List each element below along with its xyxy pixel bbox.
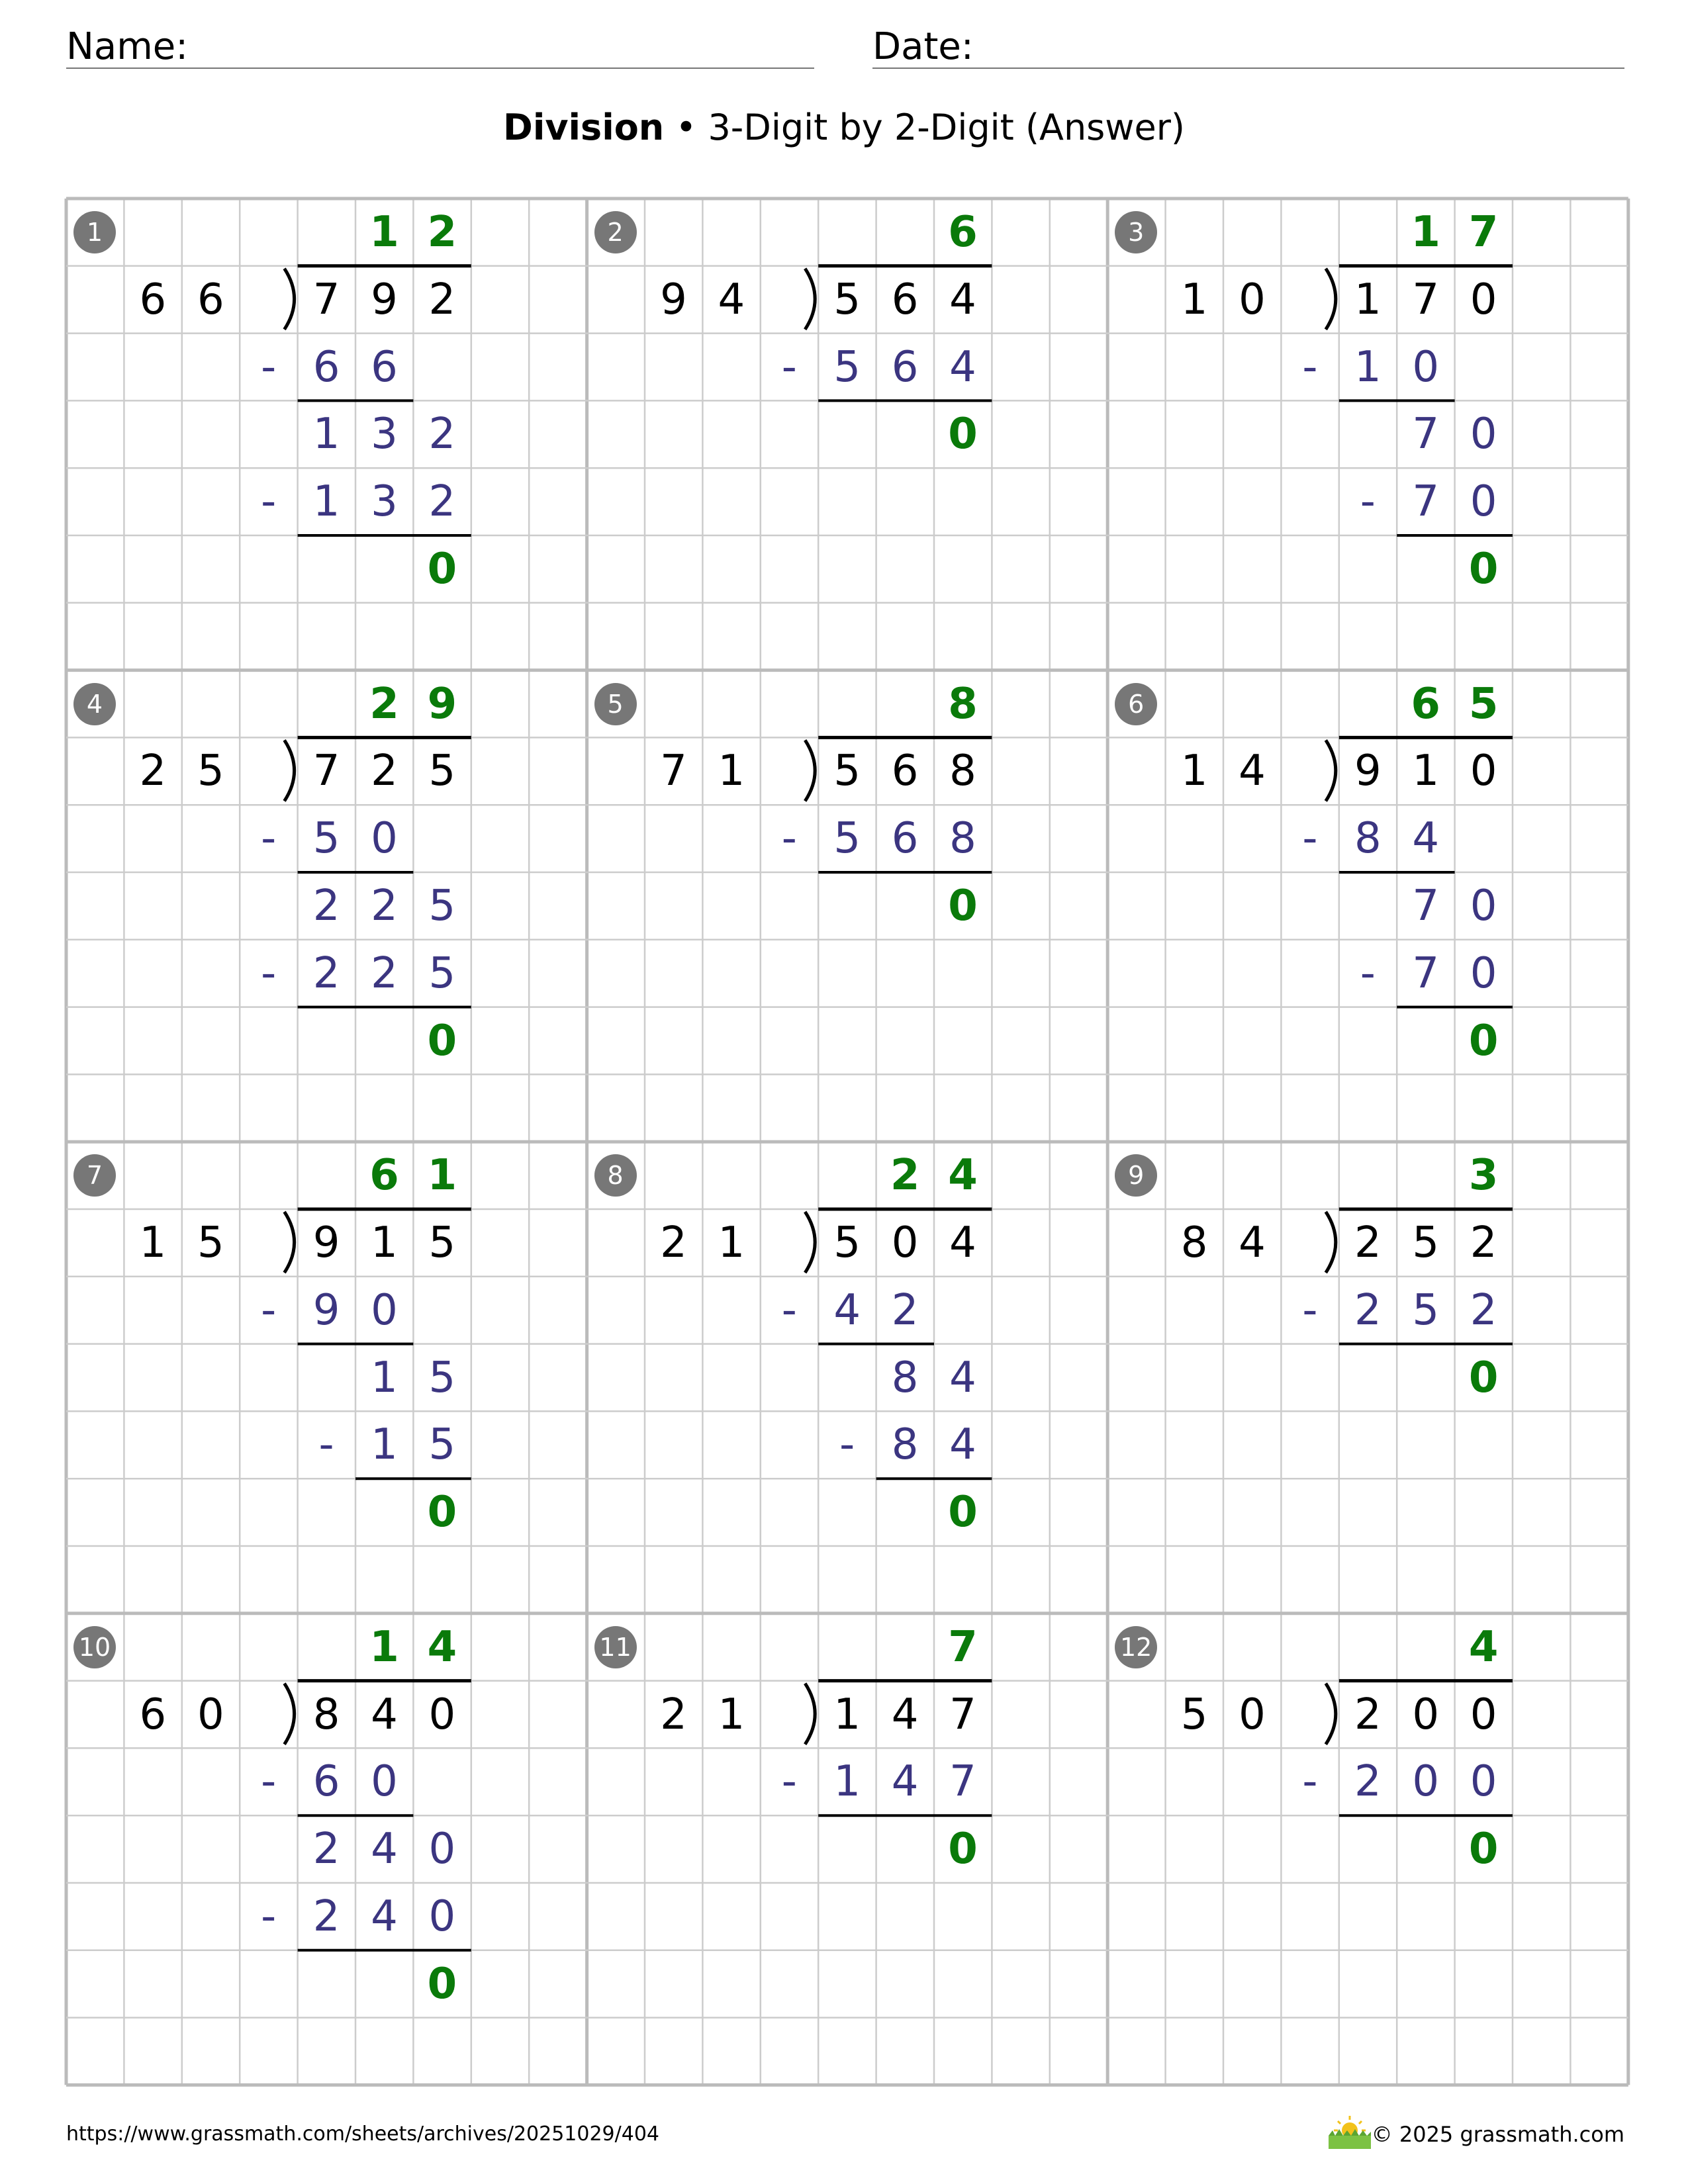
subtrahend-digit: 0	[1470, 948, 1497, 998]
subtrahend-digit: 2	[1470, 1285, 1497, 1335]
minus-sign: -	[1302, 1285, 1318, 1335]
subtrahend-digit: 0	[1470, 477, 1497, 527]
dividend-digit: 9	[312, 1218, 340, 1267]
divisor-digit: 9	[660, 275, 687, 324]
dividend-digit: 1	[833, 1690, 861, 1739]
dividend-digit: 5	[428, 747, 456, 796]
divisor-digit: 0	[1239, 1690, 1266, 1739]
divisor-digit: 1	[1180, 275, 1208, 324]
minus-sign: -	[781, 1285, 797, 1335]
footer-copyright: © 2025 grassmath.com	[1371, 2122, 1624, 2147]
minus-sign: -	[781, 1757, 797, 1807]
dividend-digit: 9	[371, 275, 398, 324]
division-bracket	[1326, 1212, 1336, 1273]
remainder-digit: 0	[1468, 545, 1499, 594]
remainder-digit: 0	[948, 1488, 978, 1537]
division-bracket	[285, 740, 295, 801]
problem-number-badge: 11	[594, 1626, 637, 1668]
divisor-digit: 1	[718, 747, 745, 796]
problem-number-badge: 9	[1115, 1154, 1157, 1197]
subtrahend-digit: 0	[371, 1757, 398, 1807]
division-bracket	[805, 1212, 815, 1273]
remainder-digit: 0	[948, 410, 978, 459]
subtrahend-digit: 1	[312, 477, 340, 527]
quotient-digit: 7	[1468, 208, 1499, 257]
subtrahend-digit: 4	[891, 1757, 919, 1807]
division-bracket	[805, 740, 815, 801]
dividend-digit: 6	[891, 747, 919, 796]
division-bracket	[805, 269, 815, 330]
subtrahend-digit: 8	[949, 814, 976, 864]
remainder-digit: 0	[427, 1016, 457, 1066]
divisor-digit: 2	[660, 1690, 687, 1739]
subtrahend-digit: 2	[312, 1892, 340, 1941]
quotient-digit: 3	[1468, 1151, 1499, 1201]
divisor-digit: 4	[1239, 1218, 1266, 1267]
remainder-digit: 0	[1468, 1016, 1499, 1066]
dividend-digit: 2	[1354, 1690, 1382, 1739]
subtrahend-digit: 2	[891, 1285, 919, 1335]
remainder-digit: 0	[427, 1959, 457, 2009]
subtrahend-digit: 1	[371, 1420, 398, 1470]
dividend-digit: 5	[1412, 1218, 1440, 1267]
problem-number-badge: 3	[1115, 211, 1157, 253]
dividend-digit: 1	[1354, 275, 1382, 324]
quotient-digit: 2	[890, 1151, 920, 1201]
quotient-digit: 2	[369, 679, 399, 729]
partial-remainder-digit: 0	[1470, 410, 1497, 459]
problem-number-badge: 2	[594, 211, 637, 253]
subtrahend-digit: 0	[371, 814, 398, 864]
dividend-digit: 2	[1470, 1218, 1497, 1267]
dividend-digit: 0	[1470, 275, 1497, 324]
subtrahend-digit: 7	[1412, 477, 1440, 527]
subtrahend-digit: 1	[833, 1757, 861, 1807]
dividend-digit: 0	[891, 1218, 919, 1267]
minus-sign: -	[781, 814, 797, 864]
minus-sign: -	[261, 477, 277, 527]
divisor-digit: 8	[1180, 1218, 1208, 1267]
remainder-digit: 0	[948, 882, 978, 931]
division-bracket	[805, 1684, 815, 1745]
remainder-digit: 0	[427, 545, 457, 594]
dividend-digit: 2	[428, 275, 456, 324]
remainder-digit: 0	[948, 1825, 978, 1874]
subtrahend-digit: 7	[949, 1757, 976, 1807]
subtrahend-digit: 2	[1354, 1285, 1382, 1335]
divisor-digit: 4	[1239, 747, 1266, 796]
quotient-digit: 7	[948, 1622, 978, 1672]
dividend-digit: 9	[1354, 747, 1382, 796]
dividend-digit: 5	[833, 747, 861, 796]
dividend-digit: 8	[312, 1690, 340, 1739]
divisor-digit: 6	[139, 275, 167, 324]
minus-sign: -	[261, 1757, 277, 1807]
subtrahend-digit: 0	[1470, 1757, 1497, 1807]
divisor-digit: 1	[1180, 747, 1208, 796]
title-sub: • 3-Digit by 2-Digit (Answer)	[675, 107, 1185, 148]
minus-sign: -	[318, 1420, 334, 1470]
subtrahend-digit: 0	[1412, 1757, 1440, 1807]
subtrahend-digit: 4	[949, 1420, 976, 1470]
problem-number-badge: 10	[73, 1626, 116, 1668]
minus-sign: -	[261, 1892, 277, 1941]
problem-number-badge: 5	[594, 683, 637, 725]
quotient-digit: 6	[369, 1151, 399, 1201]
dividend-digit: 0	[1470, 1690, 1497, 1739]
subtrahend-digit: 5	[428, 1420, 456, 1470]
dividend-digit: 7	[312, 275, 340, 324]
quotient-digit: 8	[948, 679, 978, 729]
title-main: Division	[503, 107, 665, 148]
problem-number-badge: 4	[73, 683, 116, 725]
subtrahend-digit: 0	[1412, 342, 1440, 392]
subtrahend-digit: 1	[1354, 342, 1382, 392]
minus-sign: -	[1302, 814, 1318, 864]
name-label: Name:	[66, 25, 189, 68]
subtrahend-digit: 6	[312, 342, 340, 392]
quotient-digit: 5	[1468, 679, 1499, 729]
divisor-digit: 0	[197, 1690, 224, 1739]
subtrahend-digit: 6	[371, 342, 398, 392]
dividend-digit: 5	[428, 1218, 456, 1267]
problem-number-badge: 12	[1115, 1626, 1157, 1668]
subtrahend-digit: 4	[1412, 814, 1440, 864]
partial-remainder-digit: 4	[371, 1825, 398, 1874]
subtrahend-digit: 0	[428, 1892, 456, 1941]
dividend-digit: 5	[833, 275, 861, 324]
quotient-digit: 4	[1468, 1622, 1499, 1672]
division-bracket	[1326, 1684, 1336, 1745]
dividend-digit: 5	[833, 1218, 861, 1267]
dividend-digit: 4	[371, 1690, 398, 1739]
subtrahend-digit: 5	[1412, 1285, 1440, 1335]
dividend-digit: 0	[428, 1690, 456, 1739]
partial-remainder-digit: 2	[312, 1825, 340, 1874]
quotient-digit: 1	[1411, 208, 1440, 257]
subtrahend-digit: 7	[1412, 948, 1440, 998]
subtrahend-digit: 3	[371, 477, 398, 527]
dividend-digit: 0	[1412, 1690, 1440, 1739]
dividend-digit: 4	[949, 1218, 976, 1267]
minus-sign: -	[1360, 477, 1376, 527]
subtrahend-digit: 9	[312, 1285, 340, 1335]
partial-remainder-digit: 1	[371, 1353, 398, 1402]
subtrahend-digit: 5	[312, 814, 340, 864]
partial-remainder-digit: 7	[1412, 410, 1440, 459]
problem-number-badge: 6	[1115, 683, 1157, 725]
divisor-digit: 1	[139, 1218, 167, 1267]
partial-remainder-digit: 7	[1412, 882, 1440, 931]
remainder-digit: 0	[1468, 1353, 1499, 1402]
subtrahend-digit: 8	[1354, 814, 1382, 864]
dividend-digit: 6	[891, 275, 919, 324]
grass-sun-logo-icon	[1326, 2113, 1374, 2150]
subtrahend-digit: 2	[428, 477, 456, 527]
quotient-digit: 1	[369, 1622, 399, 1672]
subtrahend-digit: 5	[833, 814, 861, 864]
problem-number-badge: 8	[594, 1154, 637, 1197]
partial-remainder-digit: 0	[1470, 882, 1497, 931]
minus-sign: -	[781, 342, 797, 392]
minus-sign: -	[1302, 1757, 1318, 1807]
subtrahend-digit: 4	[833, 1285, 861, 1335]
divisor-digit: 2	[139, 747, 167, 796]
partial-remainder-digit: 5	[428, 882, 456, 931]
subtrahend-digit: 6	[891, 814, 919, 864]
minus-sign: -	[261, 948, 277, 998]
date-label: Date:	[872, 25, 974, 68]
problem-number-badge: 7	[73, 1154, 116, 1197]
division-bracket	[285, 1212, 295, 1273]
partial-remainder-digit: 0	[428, 1825, 456, 1874]
minus-sign: -	[839, 1420, 855, 1470]
dividend-digit: 4	[891, 1690, 919, 1739]
divisor-digit: 5	[197, 1218, 224, 1267]
minus-sign: -	[261, 1285, 277, 1335]
divisor-digit: 2	[660, 1218, 687, 1267]
dividend-digit: 8	[949, 747, 976, 796]
division-bracket	[1326, 740, 1336, 801]
minus-sign: -	[1302, 342, 1318, 392]
division-bracket	[1326, 269, 1336, 330]
dividend-digit: 7	[312, 747, 340, 796]
partial-remainder-digit: 1	[312, 410, 340, 459]
minus-sign: -	[261, 814, 277, 864]
partial-remainder-digit: 4	[949, 1353, 976, 1402]
dividend-digit: 7	[949, 1690, 976, 1739]
partial-remainder-digit: 2	[371, 882, 398, 931]
subtrahend-digit: 5	[833, 342, 861, 392]
subtrahend-digit: 4	[371, 1892, 398, 1941]
divisor-digit: 5	[197, 747, 224, 796]
subtrahend-digit: 6	[891, 342, 919, 392]
subtrahend-digit: 0	[371, 1285, 398, 1335]
divisor-digit: 0	[1239, 275, 1266, 324]
minus-sign: -	[261, 342, 277, 392]
divisor-digit: 1	[718, 1218, 745, 1267]
subtrahend-digit: 5	[428, 948, 456, 998]
quotient-digit: 1	[369, 208, 399, 257]
dividend-digit: 2	[371, 747, 398, 796]
division-bracket	[285, 1684, 295, 1745]
remainder-digit: 0	[427, 1488, 457, 1537]
divisor-digit: 6	[197, 275, 224, 324]
subtrahend-digit: 2	[371, 948, 398, 998]
quotient-digit: 4	[948, 1151, 978, 1201]
dividend-digit: 1	[371, 1218, 398, 1267]
divisor-digit: 6	[139, 1690, 167, 1739]
dividend-digit: 1	[1412, 747, 1440, 796]
footer-url[interactable]: https://www.grassmath.com/sheets/archives/20251029/404	[66, 2122, 660, 2146]
partial-remainder-digit: 5	[428, 1353, 456, 1402]
problem-number-badge: 1	[73, 211, 116, 253]
subtrahend-digit: 8	[891, 1420, 919, 1470]
quotient-digit: 9	[427, 679, 457, 729]
dividend-digit: 2	[1354, 1218, 1382, 1267]
dividend-digit: 7	[1412, 275, 1440, 324]
division-bracket	[285, 269, 295, 330]
partial-remainder-digit: 2	[312, 882, 340, 931]
partial-remainder-digit: 2	[428, 410, 456, 459]
partial-remainder-digit: 3	[371, 410, 398, 459]
divisor-digit: 7	[660, 747, 687, 796]
dividend-digit: 0	[1470, 747, 1497, 796]
quotient-digit: 6	[1411, 679, 1440, 729]
minus-sign: -	[1360, 948, 1376, 998]
quotient-digit: 1	[427, 1151, 457, 1201]
divisor-digit: 1	[718, 1690, 745, 1739]
quotient-digit: 2	[427, 208, 457, 257]
subtrahend-digit: 2	[1354, 1757, 1382, 1807]
subtrahend-digit: 4	[949, 342, 976, 392]
divisor-digit: 4	[718, 275, 745, 324]
quotient-digit: 4	[427, 1622, 457, 1672]
subtrahend-digit: 6	[312, 1757, 340, 1807]
quotient-digit: 6	[948, 208, 978, 257]
subtrahend-digit: 2	[312, 948, 340, 998]
divisor-digit: 5	[1180, 1690, 1208, 1739]
partial-remainder-digit: 8	[891, 1353, 919, 1402]
remainder-digit: 0	[1468, 1825, 1499, 1874]
dividend-digit: 4	[949, 275, 976, 324]
